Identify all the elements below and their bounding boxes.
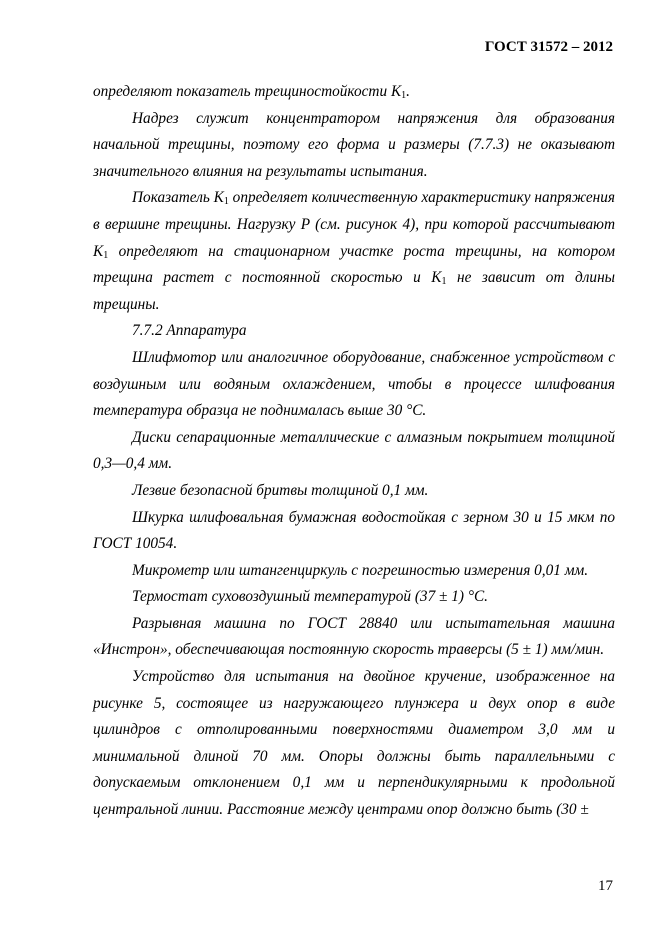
- paragraph-6: Лезвие безопасной бритвы толщиной 0,1 мм.: [132, 481, 429, 499]
- section-heading: 7.7.2 Аппаратура: [132, 322, 247, 340]
- paragraph-10: Разрывная машина по ГОСТ 28840 или испытательная машина «Инстрон», обеспечивающая постоянную скорость траверсы (5 ± 1) мм/мин.: [93, 614, 615, 659]
- paragraph-7: Шкурка шлифовальная бумажная водостойкая с зерном 30 и 15 мкм по ГОСТ 10054.: [93, 508, 615, 553]
- paragraph-1: Надрез служит концентратором напряжения для образования начальной трещины, поэтому его форма и размеры (7.7.3) не оказывают значительного влияния на результаты испытания.: [93, 109, 615, 180]
- paragraph-2: Показатель $K_1$ определяет количественную характеристику напряжения в вершине трещины. Нагрузку P (см. рисунок 4), при которой рассчитывают $K_1$ определяют на стационарном участке роста трещины, на котором трещина растет с постоянной скоростью и $K_1$ не зависит от длины трещины.: [93, 189, 616, 313]
- paragraph-8: Микрометр или штангенциркуль с погрешностью измерения 0,01 мм.: [132, 561, 589, 579]
- document-body: [93, 79, 615, 824]
- paragraph-9: Термостат суховоздушный температурой (37 ± 1) °C.: [132, 588, 488, 606]
- page-number: 17: [598, 878, 613, 894]
- paragraph-4: Шлифмотор или аналогичное оборудование, снабженное устройством с воздушным или водяным охлаждением, чтобы в процессе шлифования температура образца не поднималась выше 30 °C.: [93, 348, 615, 420]
- standard-header: ГОСТ 31572 – 2012: [484, 39, 613, 55]
- paragraph-11: Устройство для испытания на двойное кручение, изображенное на рисунке 5, состоящее из нагружающего плунжера и двух опор в виде цилиндров с отполированными поверхностями диаметром 3,0 мм и минимальной длиной 70 мм. Опоры должны быть параллельными с допускаемым отклонением 0,1 мм и перпендикулярными к продольной центральной линии. Расстояние между центрами опор должно быть (30 ±: [93, 668, 615, 819]
- paragraph-0: определяют показатель трещиностойкости $K_1$.: [93, 83, 410, 101]
- paragraph-5: Диски сепарационные металлические с алмазным покрытием толщиной 0,3—0,4 мм.: [93, 428, 615, 473]
